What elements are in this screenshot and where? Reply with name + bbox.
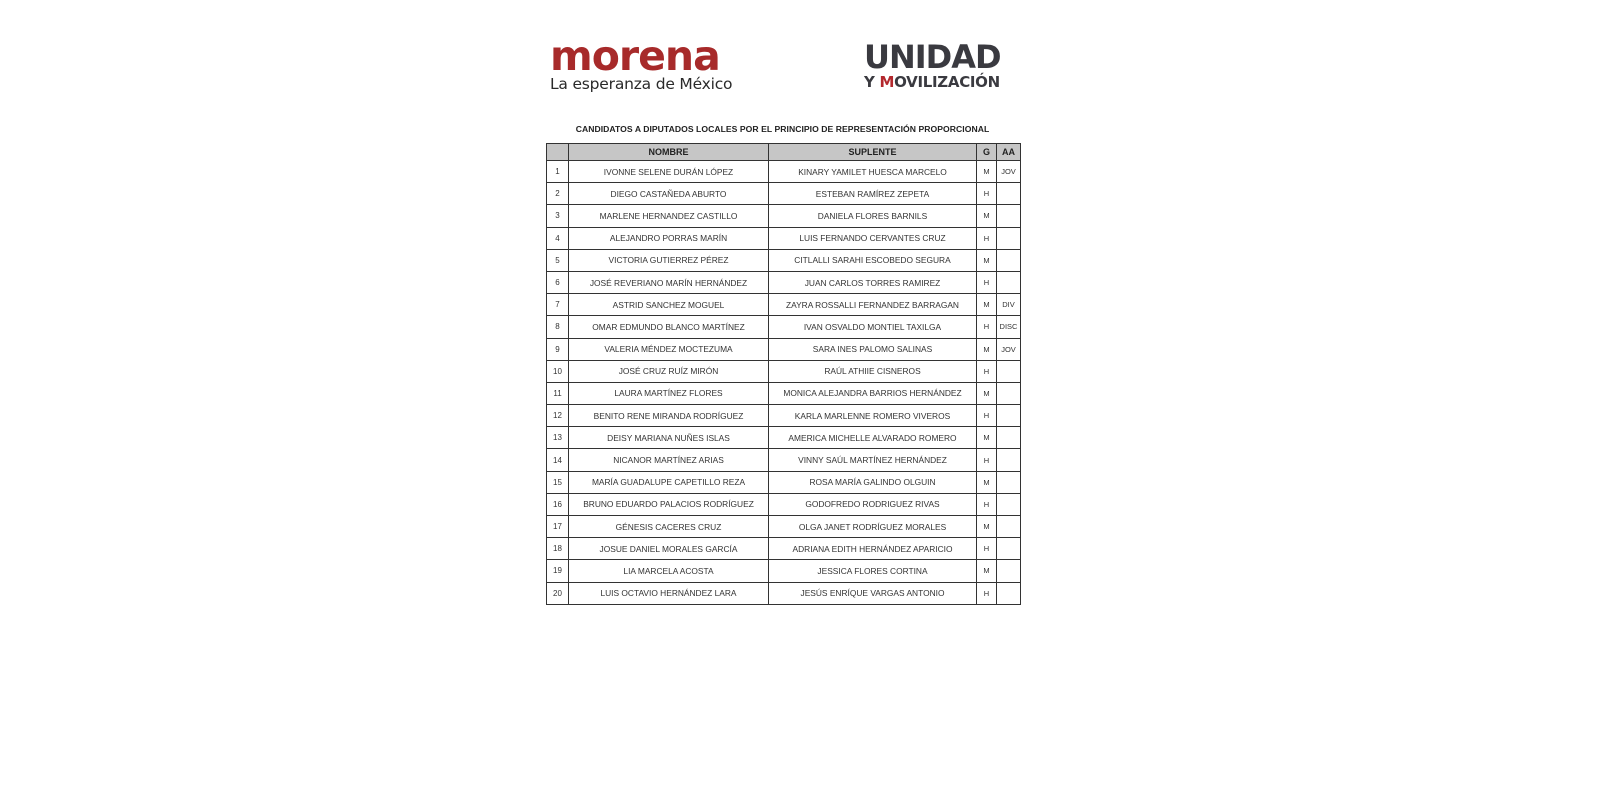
substitute-name: ESTEBAN RAMÍREZ ZEPETA xyxy=(769,183,977,205)
substitute-name: JUAN CARLOS TORRES RAMIREZ xyxy=(769,271,977,293)
table-row xyxy=(547,493,1021,515)
row-number: 11 xyxy=(547,382,569,404)
table-row xyxy=(547,205,1021,227)
gender-cell: M xyxy=(977,471,997,493)
candidate-name: DEISY MARIANA NUÑES ISLAS xyxy=(569,427,769,449)
row-number: 18 xyxy=(547,538,569,560)
gender-cell: M xyxy=(977,516,997,538)
candidate-name: MARLENE HERNANDEZ CASTILLO xyxy=(569,205,769,227)
row-number: 19 xyxy=(547,560,569,582)
substitute-name: AMERICA MICHELLE ALVARADO ROMERO xyxy=(769,427,977,449)
candidate-name: JOSÉ REVERIANO MARÍN HERNÁNDEZ xyxy=(569,271,769,293)
candidate-name: DIEGO CASTAÑEDA ABURTO xyxy=(569,183,769,205)
candidates-table xyxy=(546,143,1021,605)
affirmative-action-cell xyxy=(997,382,1021,404)
gender-cell: H xyxy=(977,449,997,471)
gender-cell: H xyxy=(977,493,997,515)
row-number: 14 xyxy=(547,449,569,471)
row-number: 12 xyxy=(547,405,569,427)
document-title: CANDIDATOS A DIPUTADOS LOCALES POR EL PRINCIPIO DE REPRESENTACIÓN PROPORCIONAL xyxy=(575,124,990,134)
substitute-name: LUIS FERNANDO CERVANTES CRUZ xyxy=(769,227,977,249)
table-row xyxy=(547,338,1021,360)
gender-cell: H xyxy=(977,360,997,382)
candidate-name: JOSÉ CRUZ RUÍZ MIRÓN xyxy=(569,360,769,382)
row-number: 6 xyxy=(547,271,569,293)
affirmative-action-cell xyxy=(997,227,1021,249)
table-header-row xyxy=(547,144,1021,161)
row-number: 10 xyxy=(547,360,569,382)
row-number: 7 xyxy=(547,294,569,316)
column-header-suplente: SUPLENTE xyxy=(769,144,977,161)
unidad-text: UNIDAD xyxy=(864,38,1001,76)
movilizacion-prefix: Y xyxy=(864,73,880,91)
column-header-number xyxy=(547,144,569,161)
unidad-movilizacion-logo xyxy=(864,40,1001,91)
candidate-name: VICTORIA GUTIERREZ PÉREZ xyxy=(569,249,769,271)
column-header-g: G xyxy=(977,144,997,161)
candidate-name: LIA MARCELA ACOSTA xyxy=(569,560,769,582)
substitute-name: CITLALLI SARAHI ESCOBEDO SEGURA xyxy=(769,249,977,271)
affirmative-action-cell xyxy=(997,538,1021,560)
candidate-name: IVONNE SELENE DURÁN LÓPEZ xyxy=(569,161,769,183)
affirmative-action-cell xyxy=(997,360,1021,382)
substitute-name: DANIELA FLORES BARNILS xyxy=(769,205,977,227)
affirmative-action-cell xyxy=(997,516,1021,538)
affirmative-action-cell: DIV xyxy=(997,294,1021,316)
gender-cell: H xyxy=(977,405,997,427)
movilizacion-text xyxy=(864,74,1001,91)
column-header-nombre: NOMBRE xyxy=(569,144,769,161)
affirmative-action-cell xyxy=(997,205,1021,227)
gender-cell: H xyxy=(977,183,997,205)
affirmative-action-cell xyxy=(997,427,1021,449)
substitute-name: VINNY SAÚL MARTÍNEZ HERNÁNDEZ xyxy=(769,449,977,471)
row-number: 1 xyxy=(547,161,569,183)
affirmative-action-cell xyxy=(997,449,1021,471)
morena-tagline: La esperanza de México xyxy=(550,75,733,93)
table-row xyxy=(547,161,1021,183)
table-row xyxy=(547,249,1021,271)
gender-cell: H xyxy=(977,271,997,293)
row-number: 13 xyxy=(547,427,569,449)
gender-cell: H xyxy=(977,582,997,604)
affirmative-action-cell: JOV xyxy=(997,338,1021,360)
gender-cell: H xyxy=(977,316,997,338)
affirmative-action-cell xyxy=(997,493,1021,515)
candidate-name: LAURA MARTÍNEZ FLORES xyxy=(569,382,769,404)
gender-cell: H xyxy=(977,227,997,249)
table-row xyxy=(547,382,1021,404)
affirmative-action-cell xyxy=(997,471,1021,493)
candidate-name: BENITO RENE MIRANDA RODRÍGUEZ xyxy=(569,405,769,427)
candidate-name: MARÍA GUADALUPE CAPETILLO REZA xyxy=(569,471,769,493)
candidate-name: GÉNESIS CACERES CRUZ xyxy=(569,516,769,538)
table-row xyxy=(547,294,1021,316)
gender-cell: H xyxy=(977,538,997,560)
table-row xyxy=(547,183,1021,205)
column-header-aa: AA xyxy=(997,144,1021,161)
row-number: 15 xyxy=(547,471,569,493)
candidate-name: VALERIA MÉNDEZ MOCTEZUMA xyxy=(569,338,769,360)
affirmative-action-cell: JOV xyxy=(997,161,1021,183)
affirmative-action-cell xyxy=(997,271,1021,293)
substitute-name: MONICA ALEJANDRA BARRIOS HERNÁNDEZ xyxy=(769,382,977,404)
row-number: 4 xyxy=(547,227,569,249)
substitute-name: IVAN OSVALDO MONTIEL TAXILGA xyxy=(769,316,977,338)
affirmative-action-cell xyxy=(997,560,1021,582)
substitute-name: JESSICA FLORES CORTINA xyxy=(769,560,977,582)
gender-cell: M xyxy=(977,560,997,582)
gender-cell: M xyxy=(977,338,997,360)
substitute-name: ADRIANA EDITH HERNÁNDEZ APARICIO xyxy=(769,538,977,560)
table-row xyxy=(547,471,1021,493)
row-number: 17 xyxy=(547,516,569,538)
row-number: 3 xyxy=(547,205,569,227)
table-row xyxy=(547,271,1021,293)
candidate-name: JOSUE DANIEL MORALES GARCÍA xyxy=(569,538,769,560)
substitute-name: ROSA MARÍA GALINDO OLGUIN xyxy=(769,471,977,493)
row-number: 8 xyxy=(547,316,569,338)
morena-brand-text: morena xyxy=(550,32,720,80)
table-row xyxy=(547,538,1021,560)
substitute-name: KINARY YAMILET HUESCA MARCELO xyxy=(769,161,977,183)
movilizacion-rest: OVILIZACIÓN xyxy=(894,73,1000,91)
candidate-name: NICANOR MARTÍNEZ ARIAS xyxy=(569,449,769,471)
substitute-name: RAÚL ATHIIE CISNEROS xyxy=(769,360,977,382)
candidate-name: LUIS OCTAVIO HERNÁNDEZ LARA xyxy=(569,582,769,604)
candidate-name: ASTRID SANCHEZ MOGUEL xyxy=(569,294,769,316)
candidate-name: BRUNO EDUARDO PALACIOS RODRÍGUEZ xyxy=(569,493,769,515)
table-row xyxy=(547,516,1021,538)
gender-cell: M xyxy=(977,427,997,449)
row-number: 5 xyxy=(547,249,569,271)
gender-cell: M xyxy=(977,382,997,404)
affirmative-action-cell: DISC xyxy=(997,316,1021,338)
row-number: 2 xyxy=(547,183,569,205)
substitute-name: SARA INES PALOMO SALINAS xyxy=(769,338,977,360)
affirmative-action-cell xyxy=(997,183,1021,205)
row-number: 16 xyxy=(547,493,569,515)
candidate-name: ALEJANDRO PORRAS MARÍN xyxy=(569,227,769,249)
table-row xyxy=(547,405,1021,427)
substitute-name: JESÚS ENRÍQUE VARGAS ANTONIO xyxy=(769,582,977,604)
substitute-name: ZAYRA ROSSALLI FERNANDEZ BARRAGAN xyxy=(769,294,977,316)
candidate-name: OMAR EDMUNDO BLANCO MARTÍNEZ xyxy=(569,316,769,338)
affirmative-action-cell xyxy=(997,249,1021,271)
substitute-name: KARLA MARLENNE ROMERO VIVEROS xyxy=(769,405,977,427)
table-row xyxy=(547,427,1021,449)
gender-cell: M xyxy=(977,161,997,183)
gender-cell: M xyxy=(977,249,997,271)
affirmative-action-cell xyxy=(997,582,1021,604)
table-row xyxy=(547,227,1021,249)
table-row xyxy=(547,360,1021,382)
table-row xyxy=(547,316,1021,338)
morena-logo xyxy=(550,32,733,93)
row-number: 20 xyxy=(547,582,569,604)
row-number: 9 xyxy=(547,338,569,360)
substitute-name: GODOFREDO RODRIGUEZ RIVAS xyxy=(769,493,977,515)
table-row xyxy=(547,449,1021,471)
movilizacion-accent-letter: M xyxy=(879,73,895,91)
table-row xyxy=(547,582,1021,604)
gender-cell: M xyxy=(977,294,997,316)
gender-cell: M xyxy=(977,205,997,227)
table-row xyxy=(547,560,1021,582)
affirmative-action-cell xyxy=(997,405,1021,427)
substitute-name: OLGA JANET RODRÍGUEZ MORALES xyxy=(769,516,977,538)
